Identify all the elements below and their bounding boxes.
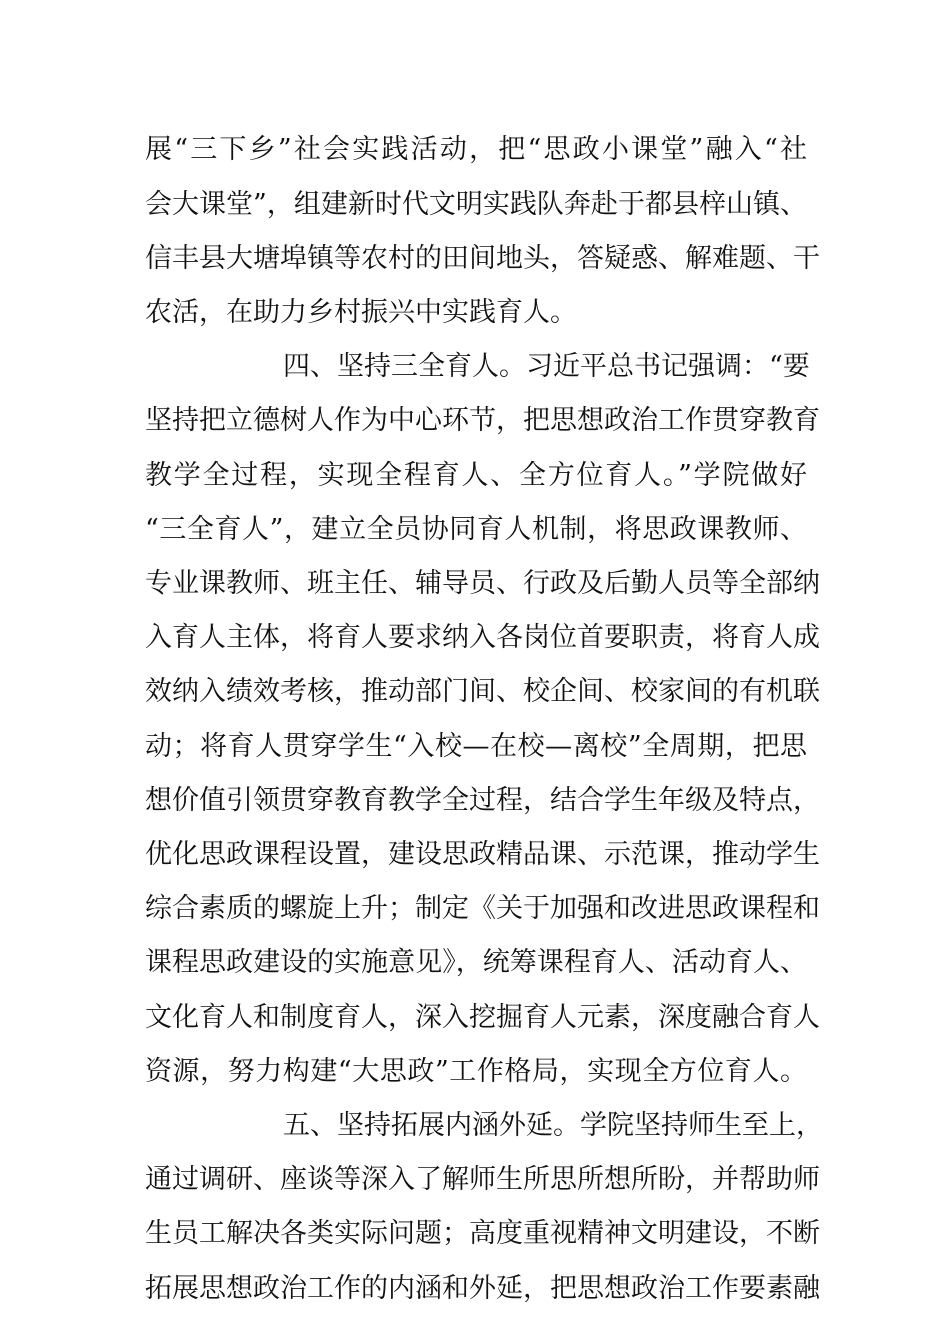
text-line: 拓展思想政治工作的内涵和外延，把思想政治工作要素融 (145, 1273, 820, 1304)
text-line: 综合素质的螺旋上升；制定《关于加强和改进思政课程和 (145, 893, 820, 924)
text-line: 会大课堂”，组建新时代文明实践队奔赴于都县梓山镇、 (145, 189, 807, 220)
text-line: 入育人主体，将育人要求纳入各岗位首要职责，将育人成 (145, 622, 820, 653)
text-line: 文化育人和制度育人，深入挖掘育人元素，深度融合育人 (145, 1002, 820, 1033)
text-line: 展“三下乡”社会实践活动，把“思政小课堂”融入“社 (145, 134, 807, 165)
text-line: 生员工解决各类实际问题；高度重视精神文明建设，不断 (145, 1218, 820, 1249)
text-line: 效纳入绩效考核，推动部门间、校企间、校家间的有机联 (145, 676, 820, 707)
paragraph-5-heading-line: 五、坚持拓展内涵外延。学院坚持师生至上， (283, 1110, 823, 1141)
text-line: 动；将育人贯穿学生“入校—在校—离校”全周期，把思 (145, 731, 807, 762)
text-line: 坚持把立德树人作为中心环节，把思想政治工作贯穿教育 (145, 405, 820, 436)
text-line: 专业课教师、班主任、辅导员、行政及后勤人员等全部纳 (145, 568, 820, 599)
paragraph-4-heading-line: 四、坚持三全育人。习近平总书记强调：“要 (283, 351, 810, 382)
text-line: “三全育人”，建立全员协同育人机制，将思政课教师、 (145, 514, 807, 545)
text-line: 通过调研、座谈等深入了解师生所思所想所盼，并帮助师 (145, 1164, 820, 1195)
text-line: 课程思政建设的实施意见》，统筹课程育人、活动育人、 (145, 947, 807, 978)
text-line: 教学全过程，实现全程育人、全方位育人。”学院做好 (145, 460, 807, 491)
text-line: 信丰县大塘埠镇等农村的田间地头，答疑惑、解难题、干 (145, 243, 820, 274)
text-line: 想价值引领贯穿教育教学全过程，结合学生年级及特点， (145, 785, 820, 816)
text-line: 资源，努力构建“大思政”工作格局，实现全方位育人。 (145, 1056, 807, 1087)
text-line: 优化思政课程设置，建设思政精品课、示范课，推动学生 (145, 839, 820, 870)
text-line: 农活，在助力乡村振兴中实践育人。 (145, 297, 577, 328)
